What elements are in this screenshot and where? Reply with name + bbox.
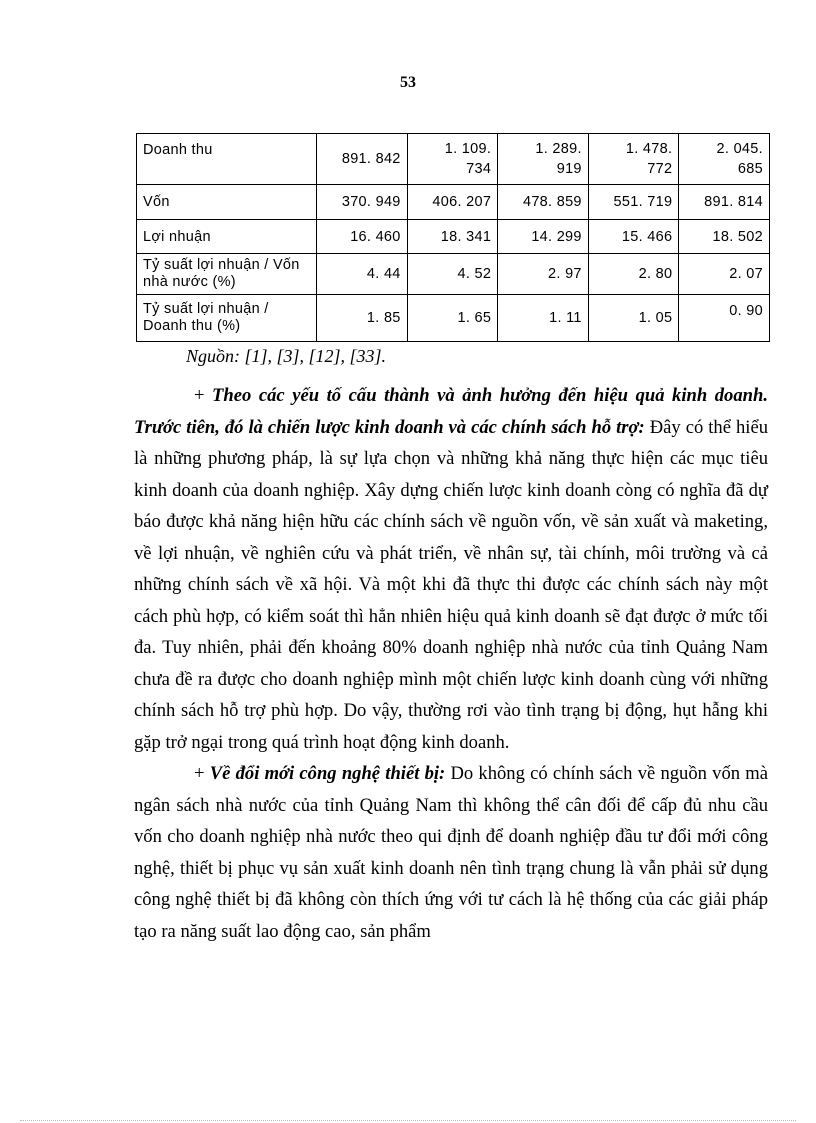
table-cell: 551. 719: [588, 185, 679, 220]
table-cell: 370. 949: [317, 185, 408, 220]
table-cell: 4. 44: [317, 254, 408, 295]
table-row: [137, 220, 770, 254]
table-cell: 18. 502: [679, 220, 770, 254]
table-row: [137, 254, 770, 295]
table-cell: 16. 460: [317, 220, 408, 254]
table-row: [137, 134, 770, 185]
paragraph: [134, 758, 768, 947]
body-text: [134, 380, 768, 947]
source-citation: Nguồn: [1], [3], [12], [33].: [186, 346, 387, 366]
paragraph-heading: Về đổi mới công nghệ thiết bị:: [209, 763, 446, 784]
page-number: 53: [400, 74, 416, 91]
row-label: Lợi nhuận: [137, 220, 317, 254]
row-label: Tỷ suất lợi nhuận / Doanh thu (%): [137, 295, 317, 342]
table-cell: 2. 97: [498, 254, 589, 295]
table-cell: 1. 289. 919: [498, 134, 589, 185]
paragraph: [134, 380, 768, 758]
financial-table: [136, 133, 770, 342]
table-cell: 15. 466: [588, 220, 679, 254]
table-cell: 1. 478. 772: [588, 134, 679, 185]
table-row: [137, 295, 770, 342]
table-cell: 2. 07: [679, 254, 770, 295]
row-label: Tỷ suất lợi nhuận / Vốn nhà nước (%): [137, 254, 317, 295]
page-border: [20, 1120, 796, 1121]
paragraph-heading: Theo các yếu tố cấu thành và ảnh hưởng đến hiệu quả kinh doanh. Trước tiên, đó là chiến lược kinh doanh và các chính sách hỗ trợ:: [134, 385, 768, 438]
table-cell: 4. 52: [407, 254, 498, 295]
table-cell: 1. 65: [407, 295, 498, 342]
table-cell: 14. 299: [498, 220, 589, 254]
table-cell: 2. 80: [588, 254, 679, 295]
table-cell: 1. 109. 734: [407, 134, 498, 185]
table-cell: 891. 842: [317, 134, 408, 185]
table-cell: 1. 11: [498, 295, 589, 342]
table-cell: 406. 207: [407, 185, 498, 220]
table-cell: 1. 05: [588, 295, 679, 342]
table-cell: 0. 90: [679, 295, 770, 342]
table-row: [137, 185, 770, 220]
table-cell: 1. 85: [317, 295, 408, 342]
table-cell: 2. 045. 685: [679, 134, 770, 185]
paragraph-lead: +: [194, 763, 210, 784]
paragraph-lead: +: [194, 385, 213, 406]
paragraph-text: Do không có chính sách về nguồn vốn mà ngân sách nhà nước của tỉnh Quảng Nam thì không thể cân đối để cấp đủ nhu cầu vốn cho doanh nghiệp nhà nước theo qui định để doanh nghiệp đầu tư đổi mới công nghệ, thiết bị phục vụ sản xuất kinh doanh nên tình trạng chung là vẫn phải sử dụng công nghệ thiết bị đã không còn thích ứng với tư cách là hệ thống của các giải pháp tạo ra năng suất lao động cao, sản phẩm: [134, 763, 769, 942]
table-cell: 891. 814: [679, 185, 770, 220]
row-label: Vốn: [137, 185, 317, 220]
table-cell: 18. 341: [407, 220, 498, 254]
paragraph-text: Đây có thể hiểu là những phương pháp, là sự lựa chọn và những khả năng thực hiện các mục tiêu kinh doanh của doanh nghiệp. Xây dựng chiến lược kinh doanh còng có nghĩa đã dự báo được khả năng hiện hữu các chính sách về nguồn vốn, về sản xuất và maketing, về lợi nhuận, về nghiên cứu và phát triển, về nhân sự, tài chính, môi trường và cả những chính sách về xã hội. Và một khi đã thực thi được các chính sách này một cách phù hợp, có kiểm soát thì hẳn nhiên hiệu quả kinh doanh sẽ đạt được ở mức tối đa. Tuy nhiên, phải đến khoảng 80% doanh nghiệp nhà nước của tỉnh Quảng Nam chưa đề ra được cho doanh nghiệp mình một chiến lược kinh doanh cùng với những chính sách hỗ trợ phù hợp. Do vậy, thường rơi vào tình trạng bị động, hụt hẫng khi gặp trở ngại trong quá trình hoạt động kinh doanh.: [134, 416, 768, 753]
table-cell: 478. 859: [498, 185, 589, 220]
row-label: Doanh thu: [137, 134, 317, 185]
